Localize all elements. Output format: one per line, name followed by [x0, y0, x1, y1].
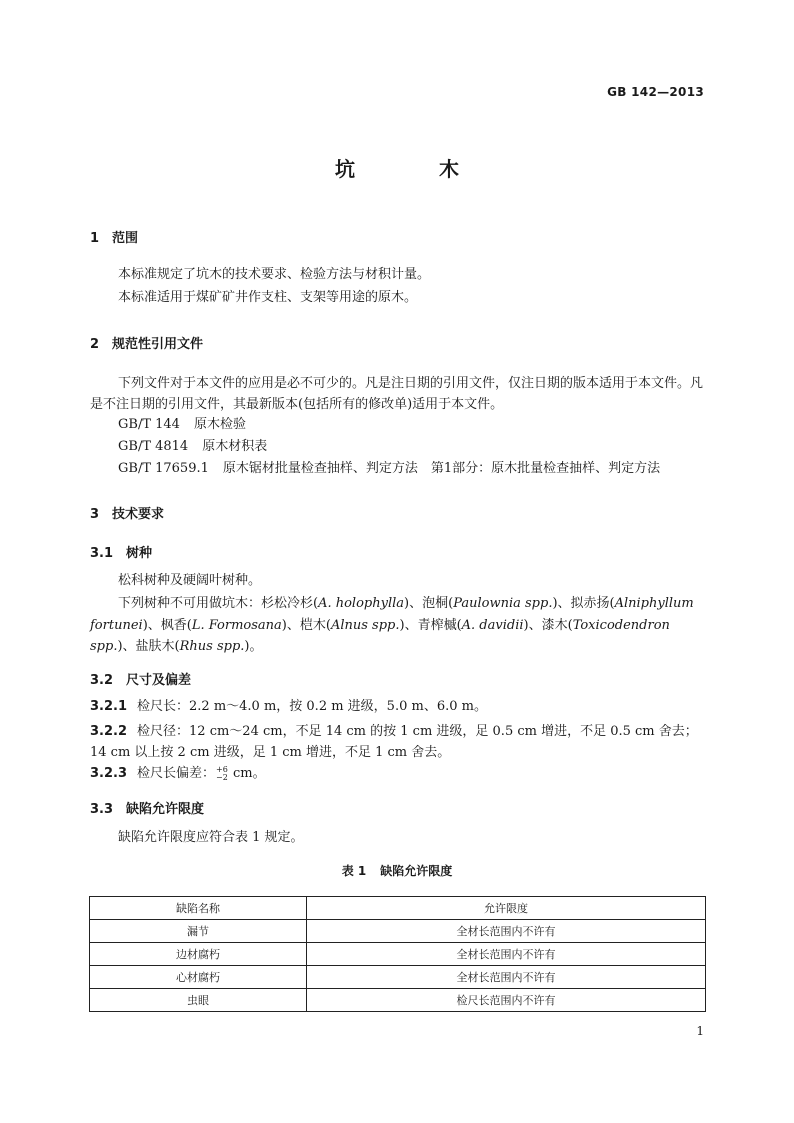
species-text: 下列树种不可用做坑木：杉松冷杉(: [118, 596, 319, 611]
table-title: 缺陷允许限度: [380, 864, 453, 878]
section-3-heading: [90, 503, 164, 522]
clause-text: 检尺径：12 cm～24 cm，不足 14 cm 的按 1 cm 进级，足 0.5 cm 增进，不足 0.5 cm 舍去；14 cm 以上按 2 cm 进级，足 1 cm 增进，不足 1 cm 舍去。: [90, 724, 698, 760]
species-text: )、泡桐(: [404, 596, 454, 611]
standard-code: GB 142—2013: [607, 85, 704, 99]
reference-code: GB/T 17659.1: [118, 461, 209, 476]
table-header-row: [90, 897, 706, 920]
subsection-number: 3.2: [90, 673, 114, 688]
clause-text: cm。: [228, 766, 266, 781]
table-cell: 检尺长范围内不许有: [307, 989, 706, 1012]
species-text: )、盐肤木(: [117, 639, 180, 654]
page-title: [0, 153, 794, 182]
section-number: 1: [90, 231, 100, 246]
table-cell: 全材长范围内不许有: [307, 943, 706, 966]
table-caption: [0, 862, 794, 879]
species-excluded: [90, 593, 706, 658]
reference-code: GB/T 144: [118, 417, 180, 432]
species-latin: A. davidii: [461, 617, 524, 633]
subsection-number: 3.1: [90, 546, 114, 561]
subsection-number: 3.3: [90, 802, 114, 817]
clause-text: 检尺长：2.2 m～4.0 m，按 0.2 m 进级，5.0 m、6.0 m。: [137, 699, 487, 714]
species-latin: Toxicodendron spp.: [90, 617, 670, 654]
scope-paragraph-2: 本标准适用于煤矿矿井作支柱、支架等用途的原木。: [118, 290, 418, 305]
reference-name: 原木材积表: [202, 439, 268, 454]
clause-number: 3.2.3: [90, 766, 128, 781]
tolerance-fraction: [216, 766, 228, 782]
species-text: )、青榨槭(: [399, 617, 462, 633]
clause-3-2-2: [90, 721, 706, 763]
section-1-heading: [90, 227, 138, 246]
species-latin: Alniphyllum fortunei: [90, 596, 694, 633]
clause-3-2-3: [90, 764, 706, 783]
reference-name: 原木检验: [193, 417, 246, 432]
references-intro: 下列文件对于本文件的应用是必不可少的。凡是注日期的引用文件，仅注日期的版本适用于本文件。凡是不注日期的引用文件，其最新版本(包括所有的修改单)适用于本文件。: [90, 376, 704, 412]
species-allowed: 松科树种及硬阔叶树种。: [118, 573, 262, 588]
section-number: 2: [90, 337, 100, 352]
section-number: 3: [90, 507, 100, 522]
section-title: 技术要求: [112, 507, 165, 522]
column-header: 缺陷名称: [90, 897, 307, 920]
scope-paragraph-1: 本标准规定了坑木的技术要求、检验方法与材积计量。: [118, 267, 431, 282]
defects-table: [89, 896, 706, 1012]
table-row: [90, 966, 706, 989]
species-latin: L. Formosana: [191, 617, 282, 633]
reference-code: GB/T 4814: [118, 439, 189, 454]
tolerance-lower: −2: [216, 772, 228, 782]
subsection-title: 尺寸及偏差: [126, 673, 192, 688]
column-header: 允许限度: [307, 897, 706, 920]
species-text: )、桤木(: [281, 617, 331, 633]
reference-item: [90, 415, 706, 434]
tolerance-upper: +6: [216, 764, 228, 774]
defects-paragraph: 缺陷允许限度应符合表 1 规定。: [118, 830, 304, 845]
section-title: 范围: [112, 231, 139, 246]
species-text: )、枫香(: [142, 617, 192, 633]
section-title: 规范性引用文件: [112, 337, 204, 352]
species-latin: A. holophylla: [318, 596, 405, 611]
section-2-heading: [90, 333, 203, 352]
table-cell: 全材长范围内不许有: [307, 966, 706, 989]
table-cell: 心材腐朽: [90, 966, 307, 989]
clause-number: 3.2.2: [90, 724, 128, 739]
table-row: [90, 943, 706, 966]
table-cell: 全材长范围内不许有: [307, 920, 706, 943]
subsection-title: 树种: [126, 546, 153, 561]
page-number: 1: [696, 1024, 704, 1038]
clause-text: 检尺长偏差：: [137, 766, 216, 781]
reference-item: [90, 459, 706, 478]
subsection-3-2-heading: [90, 669, 191, 688]
species-latin: Paulownia spp.: [453, 596, 553, 611]
species-latin: Alnus spp.: [330, 617, 400, 633]
species-text: )。: [244, 639, 263, 654]
table-row: [90, 920, 706, 943]
species-latin: Rhus spp.: [179, 639, 245, 654]
title-char-2: 木: [439, 157, 459, 181]
reference-item: [90, 437, 706, 456]
subsection-title: 缺陷允许限度: [126, 802, 205, 817]
species-text: )、漆木(: [523, 617, 573, 633]
subsection-3-1-heading: [90, 542, 152, 561]
reference-name: 原木锯材批量检查抽样、判定方法 第1部分：原木批量检查抽样、判定方法: [222, 461, 661, 476]
subsection-3-3-heading: [90, 798, 204, 817]
table-cell: 漏节: [90, 920, 307, 943]
clause-number: 3.2.1: [90, 699, 128, 714]
table-cell: 虫眼: [90, 989, 307, 1012]
clause-3-2-1: [90, 697, 706, 716]
table-cell: 边材腐朽: [90, 943, 307, 966]
table-number: 表 1: [341, 864, 367, 878]
table-row: [90, 989, 706, 1012]
species-text: )、拟赤扬(: [552, 596, 615, 611]
title-char-1: 坑: [335, 157, 355, 181]
